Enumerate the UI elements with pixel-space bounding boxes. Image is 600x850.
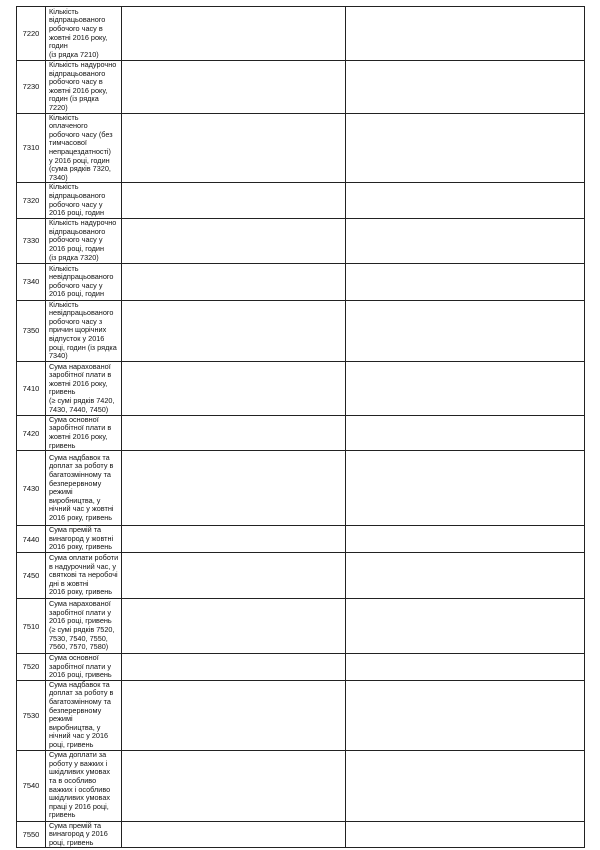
table-row	[17, 415, 585, 450]
value-cell[interactable]	[122, 680, 346, 750]
value-cell[interactable]	[122, 750, 346, 821]
row-label: Сума премій та винагород у жовтні 2016 року, гривень	[46, 526, 122, 553]
value-cell[interactable]	[346, 415, 585, 450]
row-label: Кількість оплаченого робочого часу (без тимчасової непрацездатності) у 2016 році, годин (сума рядків 7320, 7340)	[46, 113, 122, 183]
value-cell[interactable]	[122, 263, 346, 300]
row-code: 7350	[17, 300, 46, 361]
row-code: 7410	[17, 361, 46, 415]
table-row	[17, 113, 585, 183]
value-cell[interactable]	[122, 7, 346, 61]
row-code: 7340	[17, 263, 46, 300]
row-code: 7540	[17, 750, 46, 821]
row-label: Сума нарахованої заробітної плати в жовтні 2016 року, гривень (≥ сумі рядків 7420, 7430, 7440, 7450)	[46, 361, 122, 415]
row-label: Кількість надурочно відпрацьованого робочого часу в жовтні 2016 року, годин (із рядка 7220)	[46, 61, 122, 114]
value-cell[interactable]	[346, 526, 585, 553]
row-label: Сума надбавок та доплат за роботу в багатозмінному та безперервному режимі виробництва, у нічний час у жовтні 2016 року, гривень	[46, 451, 122, 526]
table-row	[17, 750, 585, 821]
value-cell[interactable]	[346, 300, 585, 361]
table-row	[17, 654, 585, 681]
row-code: 7530	[17, 680, 46, 750]
row-code: 7520	[17, 654, 46, 681]
row-code: 7220	[17, 7, 46, 61]
row-code: 7330	[17, 218, 46, 263]
table-row	[17, 361, 585, 415]
row-label: Сума основної заробітної плати в жовтні 2016 року, гривень	[46, 415, 122, 450]
value-cell[interactable]	[346, 599, 585, 654]
value-cell[interactable]	[346, 680, 585, 750]
value-cell[interactable]	[346, 7, 585, 61]
table-row	[17, 680, 585, 750]
table-row	[17, 526, 585, 553]
row-label: Сума основної заробітної плати у 2016 році, гривень	[46, 654, 122, 681]
value-cell[interactable]	[346, 218, 585, 263]
value-cell[interactable]	[346, 361, 585, 415]
value-cell[interactable]	[346, 113, 585, 183]
value-cell[interactable]	[122, 300, 346, 361]
value-cell[interactable]	[122, 599, 346, 654]
value-cell[interactable]	[346, 654, 585, 681]
value-cell[interactable]	[122, 654, 346, 681]
row-code: 7450	[17, 553, 46, 599]
table-row	[17, 263, 585, 300]
row-code: 7510	[17, 599, 46, 654]
row-label: Сума премій та винагород у 2016 році, гривень	[46, 821, 122, 848]
value-cell[interactable]	[346, 61, 585, 114]
value-cell[interactable]	[346, 553, 585, 599]
value-cell[interactable]	[346, 750, 585, 821]
table-row	[17, 599, 585, 654]
table-row	[17, 7, 585, 61]
table-row	[17, 821, 585, 848]
value-cell[interactable]	[122, 415, 346, 450]
table-row	[17, 300, 585, 361]
table-row	[17, 553, 585, 599]
row-code: 7320	[17, 183, 46, 218]
row-label: Кількість надурочно відпрацьованого робочого часу у 2016 році, годин (із рядка 7320)	[46, 218, 122, 263]
value-cell[interactable]	[122, 113, 346, 183]
row-label: Кількість невідпрацьованого робочого часу з причин щорічних відпусток у 2016 році, годин (із рядка 7340)	[46, 300, 122, 361]
value-cell[interactable]	[346, 183, 585, 218]
row-label: Кількість невідпрацьованого робочого часу у 2016 році, годин	[46, 263, 122, 300]
value-cell[interactable]	[122, 451, 346, 526]
value-cell[interactable]	[122, 526, 346, 553]
row-code: 7230	[17, 61, 46, 114]
value-cell[interactable]	[122, 183, 346, 218]
value-cell[interactable]	[346, 263, 585, 300]
table-row	[17, 218, 585, 263]
table-row	[17, 451, 585, 526]
row-label: Сума нарахованої заробітної плати у 2016 році, гривень (≥ сумі рядків 7520, 7530, 7540, 7550, 7560, 7570, 7580)	[46, 599, 122, 654]
row-label: Сума доплати за роботу у важких і шкідливих умовах та в особливо важких і особливо шкідливих умовах праці у 2016 році, гривень	[46, 750, 122, 821]
table-row	[17, 183, 585, 218]
row-label: Кількість відпрацьованого робочого часу у 2016 році, годин	[46, 183, 122, 218]
table-row	[17, 61, 585, 114]
row-code: 7420	[17, 415, 46, 450]
row-code: 7310	[17, 113, 46, 183]
value-cell[interactable]	[122, 218, 346, 263]
value-cell[interactable]	[346, 451, 585, 526]
statistical-form-table	[16, 6, 585, 848]
value-cell[interactable]	[346, 821, 585, 848]
value-cell[interactable]	[122, 61, 346, 114]
row-code: 7440	[17, 526, 46, 553]
row-label: Сума оплати роботи в надурочний час, у святкові та неробочі дні в жовтні 2016 року, гривень	[46, 553, 122, 599]
row-code: 7550	[17, 821, 46, 848]
value-cell[interactable]	[122, 361, 346, 415]
value-cell[interactable]	[122, 821, 346, 848]
form-table-body	[17, 7, 585, 848]
value-cell[interactable]	[122, 553, 346, 599]
row-label: Сума надбавок та доплат за роботу в багатозмінному та безперервному режимі виробництва, у нічний час у 2016 році, гривень	[46, 680, 122, 750]
row-code: 7430	[17, 451, 46, 526]
row-label: Кількість відпрацьованого робочого часу в жовтні 2016 року, годин (із рядка 7210)	[46, 7, 122, 61]
